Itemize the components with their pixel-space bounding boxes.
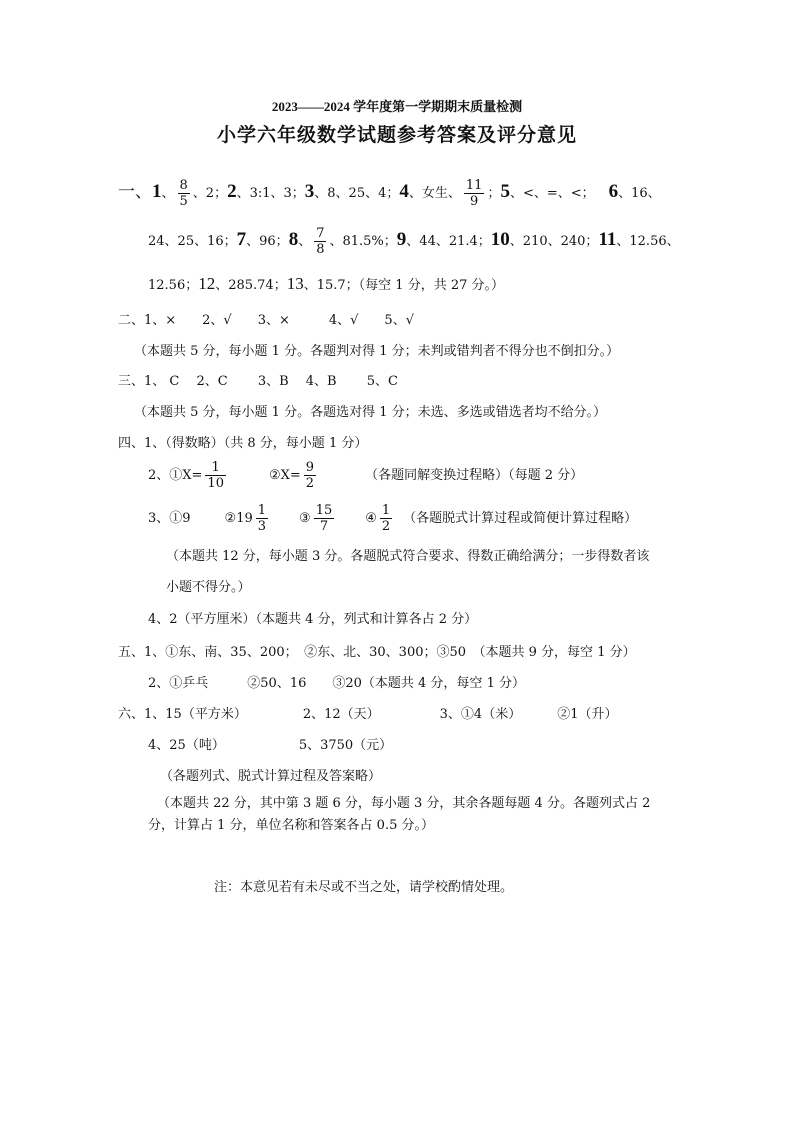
separator: 、: [161, 186, 175, 201]
section3-note: （本题共 5 分，每小题 1 分。各题选对得 1 分；未选、多选或错选者均不给分。）: [134, 405, 607, 420]
footer-note: 注：本意见若有未尽或不当之处，请学校酌情处理。: [214, 880, 514, 895]
answer-text: 、15.7；（每空 1 分，共 27 分。）: [303, 278, 505, 293]
fraction: $\frac{1}{10}$: [207, 460, 224, 491]
q-number: 10: [490, 229, 510, 250]
fraction: $\frac{9}{2}$: [305, 460, 315, 491]
answer-text: 六、1、15（平方米）: [118, 707, 247, 722]
answer-text: ③: [299, 511, 311, 526]
section1-line1: [118, 178, 661, 209]
q-number: 1: [152, 181, 162, 202]
fraction: $\frac{7}{8}$: [316, 226, 325, 257]
answer-text: 、210、240；: [509, 234, 599, 249]
answer-text: 3、①9: [148, 511, 191, 526]
answer-text: 、16、: [618, 186, 661, 201]
answer-text: 、女生、: [408, 186, 461, 201]
answer-text: ④: [365, 511, 377, 526]
document-subtitle: 2023——2024 学年度第一学期期末质量检测: [271, 99, 523, 114]
q-number: 11: [598, 229, 617, 250]
answer-text: 2、12（天）: [302, 707, 380, 722]
section2-answers: 二、1、× 2、√ 3、× 4、√ 5、√: [118, 313, 414, 328]
answer-text: （各题同解变换过程略）（每题 2 分）: [365, 468, 584, 483]
answer-text: 3、①4（米）: [439, 707, 522, 722]
answer-text: （各题脱式计算过程或简便计算过程略）: [403, 511, 638, 526]
answer-text: 、3:1、3；: [236, 186, 305, 201]
answer-text: 5、3750（元）: [298, 738, 393, 753]
answer-text: ②X=: [268, 468, 301, 483]
section6-line2: [148, 738, 392, 754]
answer-text: 4、25（吨）: [148, 738, 225, 753]
q-number: 7: [236, 229, 247, 250]
section6-note-line1: （本题共 22 分，其中第 3 题 6 分，每小题 3 分，其余各题每题 4 分。各题列式占 2: [157, 796, 651, 811]
section2-note: （本题共 5 分，每小题 1 分。各题判对得 1 分；未判或错判者不得分也不倒扣分。）: [134, 344, 620, 359]
section4-line3: [148, 503, 637, 534]
q-number: 12: [198, 274, 216, 293]
section1-line2: [148, 226, 680, 257]
section6-note0: （各题列式、脱式计算过程及答案略）: [160, 769, 382, 784]
section1-line3: [148, 276, 504, 294]
answer-text: 、96；: [246, 234, 289, 249]
answer-text: ②1（升）: [557, 707, 618, 722]
answer-text: 2、①X=: [148, 468, 203, 483]
answer-text: 、8、25、4；: [314, 186, 400, 201]
section6-line1: [118, 707, 617, 723]
answer-text: 、<、=、<；: [509, 186, 595, 201]
q-number: 13: [286, 274, 304, 293]
fraction: $\frac{1}{2}$: [381, 503, 391, 534]
fraction: $\frac{1}{3}$: [257, 503, 267, 534]
answer-text: 、2；: [192, 186, 228, 201]
answer-text: 24、25、16；: [148, 234, 237, 249]
q-number: 9: [396, 229, 407, 250]
answer-text: 、285.74；: [215, 278, 287, 293]
q-number: 3: [304, 181, 315, 202]
section4-line2: [148, 460, 583, 491]
q-number: 4: [399, 181, 409, 202]
section3-answers: 三、1、 C 2、C 3、B 4、B 5、C: [118, 374, 398, 389]
answer-text: 、44、21.4；: [406, 234, 491, 249]
section4-note-line2: 小题不得分。）: [166, 580, 251, 595]
answer-text: 、81.5%；: [329, 234, 397, 249]
section6-note-line2: 分，计算占 1 分，单位名称和答案各占 0.5 分。）: [148, 818, 434, 833]
answer-text: ；: [487, 186, 501, 201]
q-number: 2: [227, 181, 237, 202]
fraction: $\frac{8}{5}$: [179, 178, 188, 209]
fraction: $\frac{15}{7}$: [315, 503, 333, 534]
fraction: $\frac{11}{9}$: [465, 178, 483, 209]
answer-text: ②19: [224, 511, 253, 526]
section5-line2: 2、①乒乓 ②50、16 ③20（本题共 4 分，每空 1 分）: [148, 676, 525, 691]
q-number: 6: [608, 181, 619, 202]
q-number: 8: [288, 229, 299, 250]
answer-text: 、12.56、: [616, 234, 680, 249]
separator: 、: [298, 234, 312, 249]
answer-text: 12.56；: [148, 278, 199, 293]
section4-line4: 4、2（平方厘米）（本题共 4 分，列式和计算各占 2 分）: [148, 612, 478, 627]
section1-marker: 一、: [118, 182, 152, 201]
section4-line1: 四、1、（得数略）（共 8 分，每小题 1 分）: [118, 436, 368, 451]
document-title: 小学六年级数学试题参考答案及评分意见: [216, 124, 577, 146]
section4-note-line1: （本题共 12 分，每小题 3 分。各题脱式符合要求、得数正确给满分；一步得数者该: [166, 549, 650, 564]
q-number: 5: [500, 181, 510, 202]
section5-line1: 五、1、①东、南、35、200； ②东、北、30、300；③50 （本题共 9 分，每空 1 分）: [118, 645, 636, 660]
